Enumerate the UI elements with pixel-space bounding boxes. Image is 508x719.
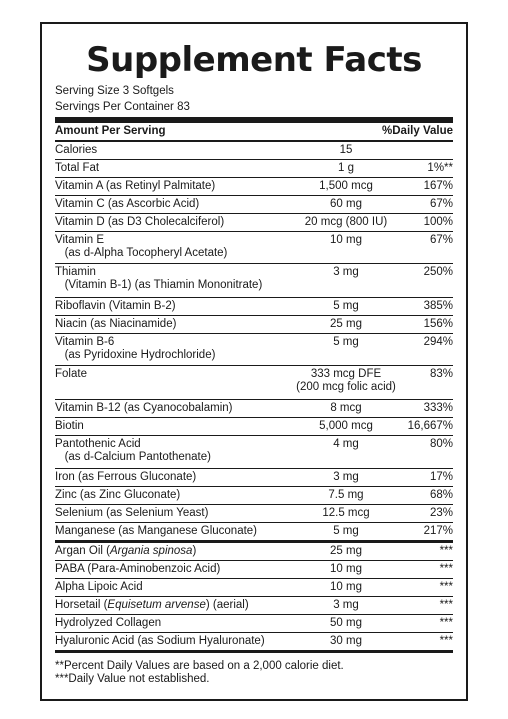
- nutrient-row: [55, 316, 453, 334]
- nutrient-row: [55, 178, 453, 196]
- nutrient-name: Biotin: [55, 420, 84, 432]
- nutrient-row: [55, 523, 453, 543]
- nutrient-row: [55, 214, 453, 232]
- nutrient-row: [55, 597, 453, 615]
- nutrient-amount: 333 mcg DFE (200 mcg folic acid): [296, 368, 396, 393]
- nutrient-name: Niacin (as Niacinamide): [55, 318, 177, 330]
- supplement-facts-panel: [40, 22, 468, 701]
- nutrient-amount: 5 mg: [333, 525, 359, 537]
- nutrient-name: Pantothenic Acid (as d-Calcium Pantothenate): [55, 438, 211, 463]
- nutrient-daily-value: 68%: [429, 489, 453, 501]
- nutrient-daily-value: 1%**: [427, 162, 453, 174]
- servings-per-container: Servings Per Container 83: [55, 101, 190, 113]
- nutrient-amount: 25 mg: [330, 545, 362, 557]
- nutrient-amount: 60 mg: [330, 198, 362, 210]
- nutrient-name: Hydrolyzed Collagen: [55, 617, 162, 629]
- nutrient-daily-value: 167%: [423, 180, 453, 192]
- nutrient-name: PABA (Para-Aminobenzoic Acid): [55, 563, 221, 575]
- nutrient-name: Hyaluronic Acid (as Sodium Hyaluronate): [55, 635, 265, 647]
- nutrient-row: [55, 264, 453, 298]
- nutrient-row: [55, 487, 453, 505]
- nutrient-amount: 25 mg: [330, 318, 362, 330]
- nutrient-row: [55, 366, 453, 400]
- nutrient-latin-name: Argania spinosa: [109, 545, 193, 557]
- nutrient-name: Vitamin B-6 (as Pyridoxine Hydrochloride): [55, 336, 216, 361]
- nutrient-daily-value: 16,667%: [407, 420, 453, 432]
- daily-value-header: %Daily Value: [382, 125, 453, 137]
- nutrient-amount: 5 mg: [333, 300, 359, 312]
- nutrient-daily-value: 23%: [429, 507, 453, 519]
- nutrient-amount: 4 mg: [333, 438, 359, 450]
- nutrient-name-suffix: ) (aerial): [205, 599, 249, 611]
- nutrient-daily-value: 17%: [429, 471, 453, 483]
- nutrient-name: [55, 599, 287, 614]
- nutrient-daily-value: 100%: [423, 216, 453, 228]
- nutrient-daily-value: 333%: [423, 402, 453, 414]
- nutrient-name: Vitamin B-12 (as Cyanocobalamin): [55, 402, 233, 414]
- nutrient-amount: 20 mcg (800 IU): [304, 216, 388, 228]
- nutrient-name-text: Argan Oil (: [55, 545, 110, 557]
- nutrient-row: [55, 298, 453, 316]
- panel-title: Supplement Facts: [86, 40, 422, 80]
- nutrient-rows: [55, 142, 453, 653]
- nutrient-row: [55, 160, 453, 178]
- nutrient-name: Vitamin E (as d-Alpha Tocopheryl Acetate): [55, 234, 228, 259]
- nutrient-amount: 10 mg: [330, 234, 362, 246]
- nutrient-row: [55, 418, 453, 436]
- panel-content: [55, 24, 453, 686]
- nutrient-amount: 50 mg: [330, 617, 362, 629]
- nutrient-row: [55, 142, 453, 160]
- nutrient-daily-value: ***: [439, 581, 453, 593]
- nutrient-name: [55, 545, 287, 560]
- nutrient-daily-value: ***: [439, 563, 453, 575]
- nutrient-amount: 1 g: [338, 162, 354, 174]
- nutrient-name: Folate: [55, 368, 87, 380]
- nutrient-amount: 30 mg: [330, 635, 362, 647]
- nutrient-latin-name: Equisetum arvense: [107, 599, 206, 611]
- nutrient-amount: 15: [339, 144, 353, 156]
- nutrient-daily-value: 385%: [423, 300, 453, 312]
- nutrient-name: Riboflavin (Vitamin B-2): [55, 300, 176, 312]
- nutrient-name: Vitamin A (as Retinyl Palmitate): [55, 180, 216, 192]
- nutrient-daily-value: 156%: [423, 318, 453, 330]
- nutrient-amount: 3 mg: [333, 266, 359, 278]
- nutrient-name: Vitamin D (as D3 Cholecalciferol): [55, 216, 225, 228]
- nutrient-name: Thiamin (Vitamin B-1) (as Thiamin Mononitrate): [55, 266, 263, 291]
- nutrient-name: Total Fat: [55, 162, 100, 174]
- nutrient-amount: 3 mg: [333, 471, 359, 483]
- nutrient-daily-value: ***: [439, 617, 453, 629]
- nutrient-amount: 12.5 mcg: [322, 507, 370, 519]
- nutrient-daily-value: 294%: [423, 336, 453, 348]
- footnote-percent-dv: **Percent Daily Values are based on a 2,000 calorie diet.: [55, 660, 344, 672]
- nutrient-amount: 3 mg: [333, 599, 359, 611]
- nutrient-amount: 10 mg: [330, 563, 362, 575]
- nutrient-name: Zinc (as Zinc Gluconate): [55, 489, 181, 501]
- nutrient-row: [55, 633, 453, 653]
- nutrient-daily-value: [405, 144, 453, 159]
- nutrient-name: Alpha Lipoic Acid: [55, 581, 143, 593]
- serving-size: Serving Size 3 Softgels: [55, 85, 174, 97]
- nutrient-amount: 10 mg: [330, 581, 362, 593]
- nutrient-daily-value: 80%: [429, 438, 453, 450]
- nutrient-name-suffix: ): [192, 545, 197, 557]
- nutrient-daily-value: 67%: [429, 234, 453, 246]
- nutrient-row: [55, 436, 453, 469]
- nutrient-daily-value: 67%: [429, 198, 453, 210]
- nutrient-amount: 5,000 mcg: [319, 420, 373, 432]
- nutrient-name: Calories: [55, 144, 98, 156]
- nutrient-name: Vitamin C (as Ascorbic Acid): [55, 198, 200, 210]
- nutrient-row: [55, 469, 453, 487]
- nutrient-daily-value: 217%: [423, 525, 453, 537]
- nutrient-name: Manganese (as Manganese Gluconate): [55, 525, 258, 537]
- nutrient-row: [55, 579, 453, 597]
- nutrient-row: [55, 615, 453, 633]
- nutrient-row: [55, 196, 453, 214]
- nutrient-daily-value: ***: [439, 635, 453, 647]
- nutrient-daily-value: ***: [439, 599, 453, 611]
- nutrient-daily-value: 250%: [423, 266, 453, 278]
- nutrient-amount: 7.5 mg: [328, 489, 364, 501]
- nutrient-row: [55, 561, 453, 579]
- nutrient-name: Iron (as Ferrous Gluconate): [55, 471, 197, 483]
- nutrient-row: [55, 505, 453, 523]
- nutrient-name: Selenium (as Selenium Yeast): [55, 507, 209, 519]
- column-header-row: [55, 123, 453, 142]
- footnote-dv-not-established: ***Daily Value not established.: [55, 673, 210, 685]
- nutrient-row: [55, 334, 453, 366]
- amount-per-serving-header: Amount Per Serving: [55, 125, 166, 137]
- nutrient-amount: 8 mcg: [330, 402, 362, 414]
- nutrient-amount: 5 mg: [333, 336, 359, 348]
- nutrient-row: [55, 400, 453, 418]
- nutrient-daily-value: ***: [439, 545, 453, 557]
- nutrient-daily-value: 83%: [429, 368, 453, 380]
- nutrient-row: [55, 543, 453, 561]
- nutrient-amount: 1,500 mcg: [319, 180, 373, 192]
- nutrient-row: [55, 232, 453, 264]
- nutrient-name-text: Horsetail (: [55, 599, 108, 611]
